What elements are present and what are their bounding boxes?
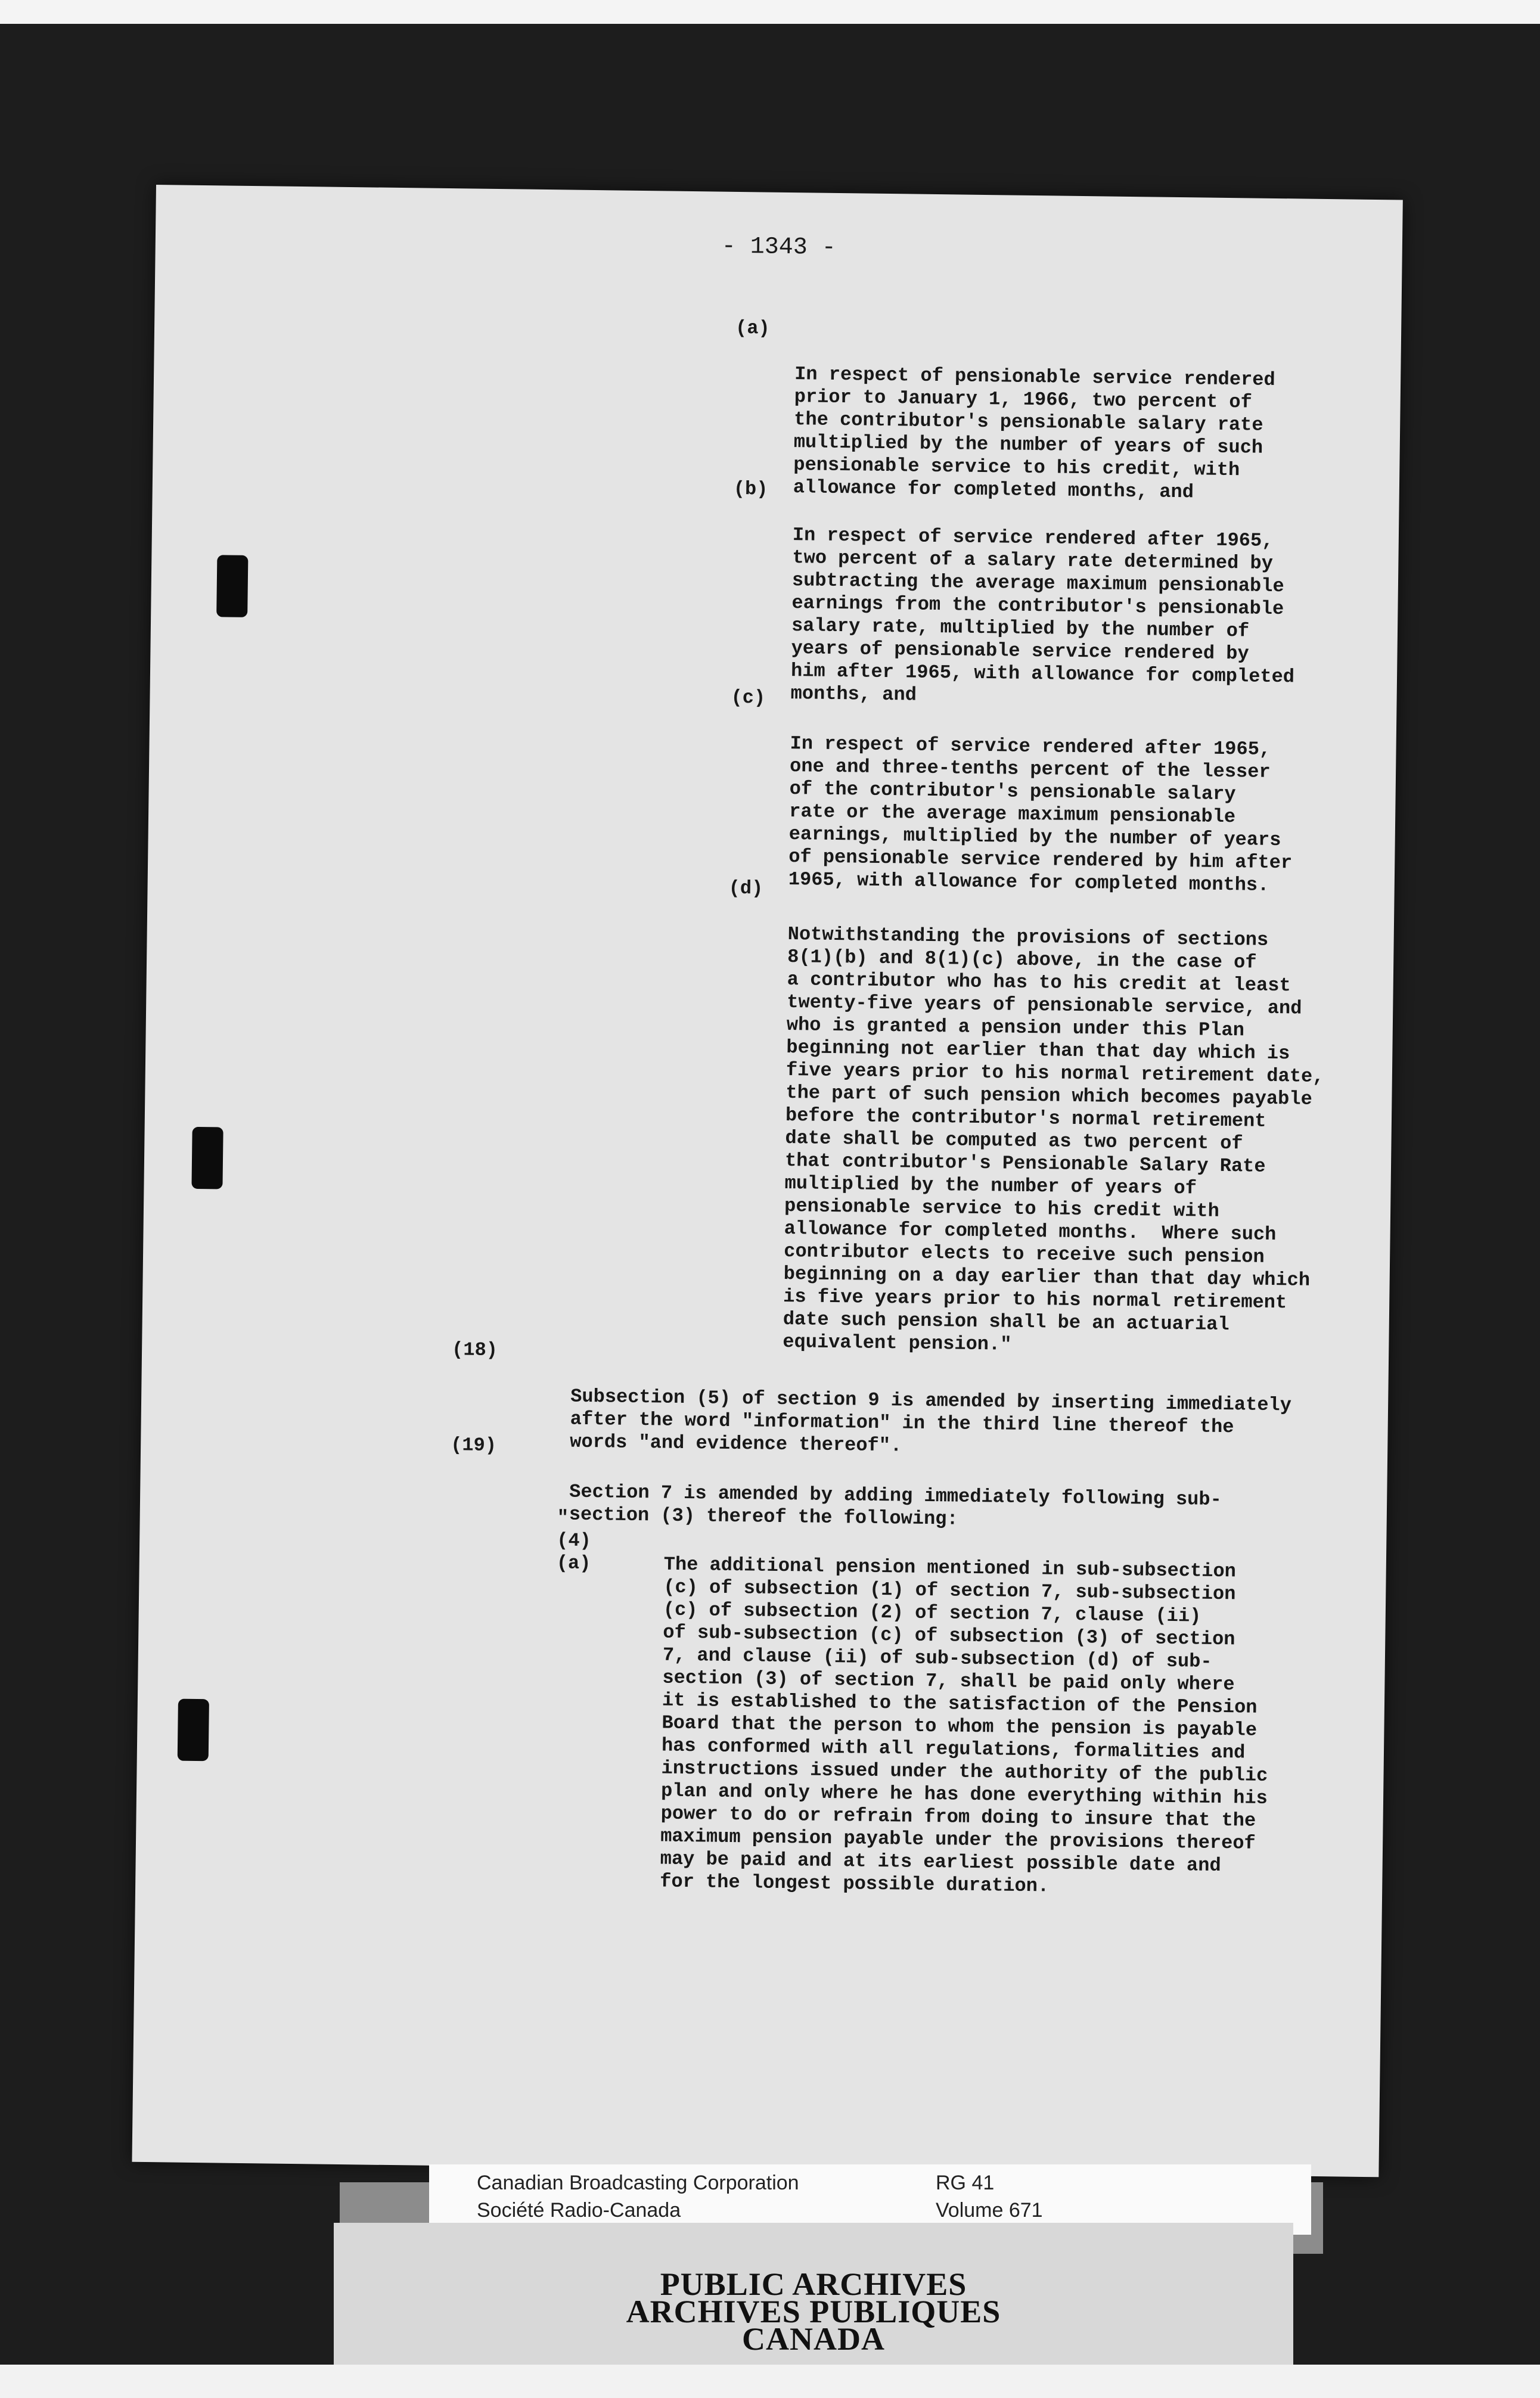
section-text: Section 7 is amended by adding immediately following sub- section (3) thereof the following: bbox=[569, 1480, 1222, 1530]
film-border-top bbox=[0, 0, 1540, 24]
record-group: RG 41 bbox=[936, 2172, 995, 2194]
clause-label: (a) bbox=[735, 316, 770, 340]
punch-hole bbox=[191, 1127, 223, 1189]
volume: Volume 671 bbox=[936, 2199, 1043, 2222]
clause-label: (c) bbox=[731, 686, 766, 709]
stamp-line-3: CANADA bbox=[742, 2321, 885, 2357]
clause-text: Notwithstanding the provisions of sections 8(1)(b) and 8(1)(c) above, in the case of a contributor who has to his credit at least twenty-five years of pensionable service, and who is granted a pension under this Plan beginning not earlier than that day which is five years prior to his normal retirement date, the part of such pension which becomes payable before the contributor's normal retirement date shall be computed as two percent of that contributor's Pensionable Salary Rate multiplied by the number of years of pensionable service to his credit with allowance for completed months. Where such contributor elects to receive such pension beginning on a day earlier than that day which is five years prior to his normal retirement date such pension shall be an actuarial equivalent pension." bbox=[783, 923, 1324, 1356]
stamp-line-1: PUBLIC ARCHIVES bbox=[660, 2266, 967, 2302]
org-english: Canadian Broadcasting Corporation bbox=[477, 2172, 799, 2194]
document-page bbox=[132, 185, 1402, 2177]
subsection-label: "(4)(a) bbox=[556, 1506, 592, 1575]
archives-stamp bbox=[334, 2223, 1293, 2366]
punch-hole bbox=[178, 1699, 209, 1762]
section-label: (18) bbox=[451, 1338, 498, 1362]
section-label: (19) bbox=[450, 1434, 497, 1457]
page-number: - 1343 - bbox=[721, 233, 837, 262]
org-french: Société Radio-Canada bbox=[477, 2199, 681, 2222]
punch-hole bbox=[216, 555, 248, 617]
stamp-line-2: ARCHIVES PUBLIQUES bbox=[626, 2294, 1001, 2329]
clause-label: (d) bbox=[728, 877, 763, 900]
subsection-text: The additional pension mentioned in sub-subsection (c) of subsection (1) of section 7, sub-subsection (c) of subsection (2) of section 7, clause (ii) of sub-subsection (c) of subsection (3) of section 7, and clause (ii) of sub-subsection (d) of sub- section (3) of section 7, shall be paid only where it is established to the satisfaction of the Pension Board that the person to whom the pension is payable has conformed with all regulations, formalities and instructions issued under the authority of the public plan and only where he has done everything within his power to do or refrain from doing to insure that the maximum pension payable under the provisions thereof may be paid and at its earliest possible date and for the longest possible duration. bbox=[660, 1553, 1268, 1897]
section-text: Subsection (5) of section 9 is amended by inserting immediately after the word "information" in the third line thereof the words "and evidence thereof". bbox=[570, 1385, 1292, 1457]
clause-text: In respect of service rendered after 1965, two percent of a salary rate determined by subtracting the average maximum pensionable earnings from the contributor's pensionable salary rate, multiplied by the number of years of pensionable service rendered by him after 1965, with allowance for completed months, and bbox=[790, 524, 1295, 706]
clause-text: In respect of pensionable service rendered prior to January 1, 1966, two percent of the contributor's pensionable salary rate multiplied by the number of years of such pensionable service to his credit, with allowance for completed months, and bbox=[793, 363, 1275, 504]
film-border-bottom bbox=[0, 2365, 1540, 2398]
clause-label: (b) bbox=[733, 477, 768, 501]
clause-text: In respect of service rendered after 1965, one and three-tenths percent of the lesser of the contributor's pensionable salary rate or the average maximum pensionable earnings, multiplied by the number of years of pensionable service rendered by him after 1965, with allowance for completed months. bbox=[788, 732, 1293, 896]
